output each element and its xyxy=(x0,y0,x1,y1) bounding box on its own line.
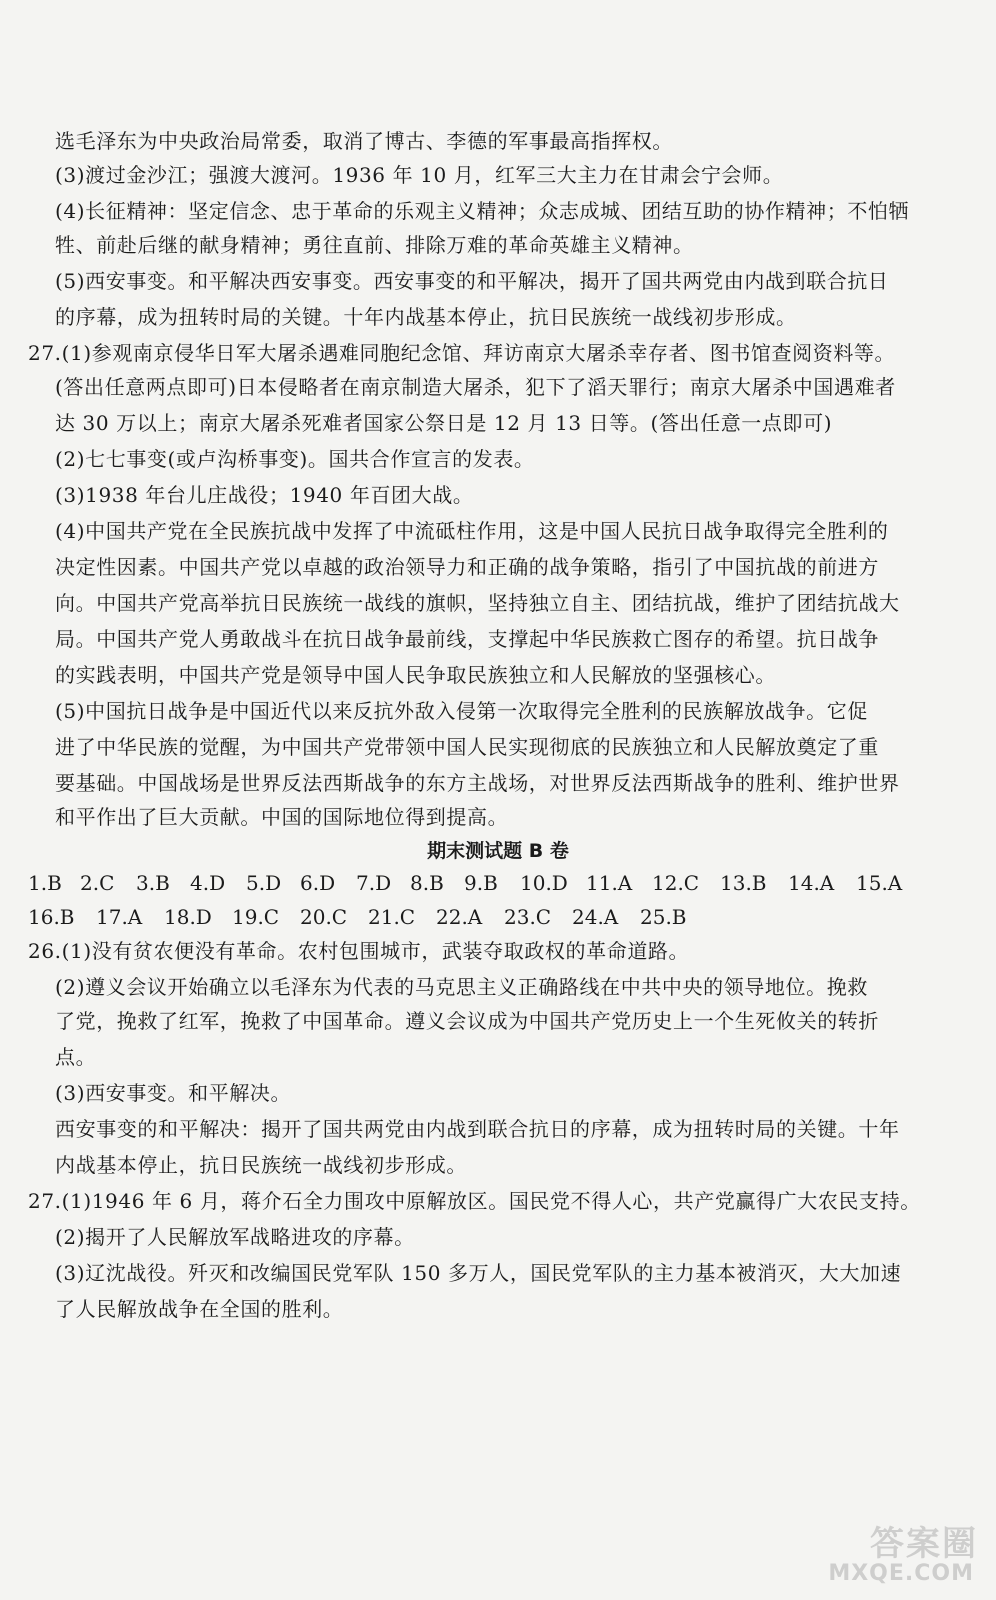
mc-answer: 4.D xyxy=(190,871,226,895)
mc-answer: 2.C xyxy=(80,871,115,895)
mc-answer: 10.D xyxy=(520,871,568,895)
mc-row-1 xyxy=(28,868,916,898)
text-line: 点。 xyxy=(55,1045,97,1069)
mc-answer: 19.C xyxy=(232,905,280,929)
question-27b-line: 27.(1)1946 年 6 月，蒋介石全力围攻中原解放区。国民党不得人心，共产党赢得广大农民支持。 xyxy=(28,1189,921,1213)
text-line: (2)七七事变(或卢沟桥事变)。国共合作宣言的发表。 xyxy=(55,447,535,471)
text-line: (3)辽沈战役。歼灭和改编国民党军队 150 多万人，国民党军队的主力基本被消灭，大大加速 xyxy=(55,1261,902,1285)
mc-answer: 15.A xyxy=(856,871,903,895)
mc-answer: 23.C xyxy=(504,905,552,929)
mc-answer: 5.D xyxy=(246,871,282,895)
mc-row-2 xyxy=(28,902,700,932)
text-line: 了人民解放战争在全国的胜利。 xyxy=(55,1297,344,1321)
mc-answer: 24.A xyxy=(572,905,619,929)
text-line: (5)西安事变。和平解决西安事变。西安事变的和平解决，揭开了国共两党由内战到联合抗日 xyxy=(55,269,889,293)
text-line: (3)1938 年台儿庄战役；1940 年百团大战。 xyxy=(55,483,474,507)
mc-answer: 12.C xyxy=(652,871,700,895)
text-line: 决定性因素。中国共产党以卓越的政治领导力和正确的战争策略，指引了中国抗战的前进方 xyxy=(55,555,879,579)
text-line: (3)西安事变。和平解决。 xyxy=(55,1081,292,1105)
text-line: (4)中国共产党在全民族抗战中发挥了中流砥柱作用，这是中国人民抗日战争取得完全胜利的 xyxy=(55,519,889,543)
text-line: (2)遵义会议开始确立以毛泽东为代表的马克思主义正确路线在中共中央的领导地位。挽救 xyxy=(55,975,868,999)
mc-answer: 22.A xyxy=(436,905,483,929)
mc-answer: 14.A xyxy=(788,871,835,895)
mc-answer: 11.A xyxy=(586,871,633,895)
section-title: 期末测试题 B 卷 xyxy=(427,840,569,862)
text-line: (2)揭开了人民解放军战略进攻的序幕。 xyxy=(55,1225,415,1249)
text-line: 向。中国共产党高举抗日民族统一战线的旗帜，坚持独立自主、团结抗战，维护了团结抗战大 xyxy=(55,591,900,615)
mc-answer: 21.C xyxy=(368,905,416,929)
mc-answer: 8.B xyxy=(410,871,444,895)
mc-answer: 17.A xyxy=(96,905,143,929)
text-line: 的实践表明，中国共产党是领导中国人民争取民族独立和人民解放的坚强核心。 xyxy=(55,663,776,687)
mc-answer: 25.B xyxy=(640,905,687,929)
text-line: 选毛泽东为中央政治局常委，取消了博古、李德的军事最高指挥权。 xyxy=(55,129,673,153)
text-line: 西安事变的和平解决：揭开了国共两党由内战到联合抗日的序幕，成为扭转时局的关键。十年 xyxy=(55,1117,900,1141)
text-line: 和平作出了巨大贡献。中国的国际地位得到提高。 xyxy=(55,805,509,829)
text-line: (4)长征精神：坚定信念、忠于革命的乐观主义精神；众志成城、团结互助的协作精神；不怕牺 xyxy=(55,199,910,223)
mc-answer: 16.B xyxy=(28,905,75,929)
question-27-line: 27.(1)参观南京侵华日军大屠杀遇难同胞纪念馆、拜访南京大屠杀幸存者、图书馆查阅资料等。 xyxy=(28,341,896,365)
text-line: 要基础。中国战场是世界反法西斯战争的东方主战场，对世界反法西斯战争的胜利、维护世界 xyxy=(55,771,900,795)
mc-answer: 13.B xyxy=(720,871,767,895)
watermark-logo xyxy=(818,1516,978,1586)
watermark-url: MXQE.COM xyxy=(828,1561,974,1586)
text-line: 进了中华民族的觉醒，为中国共产党带领中国人民实现彻底的民族独立和人民解放奠定了重 xyxy=(55,735,879,759)
mc-answer: 1.B xyxy=(28,871,62,895)
mc-answer: 7.D xyxy=(356,871,392,895)
text-line: 牲、前赴后继的献身精神；勇往直前、排除万难的革命英雄主义精神。 xyxy=(55,233,694,257)
text-line: (答出任意两点即可)日本侵略者在南京制造大屠杀，犯下了滔天罪行；南京大屠杀中国遇难者 xyxy=(55,375,896,399)
mc-answer: 6.D xyxy=(300,871,336,895)
mc-answer: 3.B xyxy=(136,871,170,895)
mc-answer: 9.B xyxy=(464,871,498,895)
text-line: 了党，挽救了红军，挽救了中国革命。遵义会议成为中国共产党历史上一个生死攸关的转折 xyxy=(55,1009,879,1033)
text-line: (3)渡过金沙江；强渡大渡河。1936 年 10 月，红军三大主力在甘肃会宁会师。 xyxy=(55,163,784,187)
text-line: 内战基本停止，抗日民族统一战线初步形成。 xyxy=(55,1153,467,1177)
question-26-line: 26.(1)没有贫农便没有革命。农村包围城市，武装夺取政权的革命道路。 xyxy=(28,939,690,963)
watermark-text: 答案圈 xyxy=(870,1524,978,1564)
mc-answer: 20.C xyxy=(300,905,348,929)
text-line: 的序幕，成为扭转时局的关键。十年内战基本停止，抗日民族统一战线初步形成。 xyxy=(55,305,797,329)
text-line: 局。中国共产党人勇敢战斗在抗日战争最前线，支撑起中华民族救亡图存的希望。抗日战争 xyxy=(55,627,879,651)
text-line: 达 30 万以上；南京大屠杀死难者国家公祭日是 12 月 13 日等。(答出任意一点即可) xyxy=(55,411,833,435)
text-line: (5)中国抗日战争是中国近代以来反抗外敌入侵第一次取得完全胜利的民族解放战争。它促 xyxy=(55,699,868,723)
mc-answer: 18.D xyxy=(164,905,212,929)
